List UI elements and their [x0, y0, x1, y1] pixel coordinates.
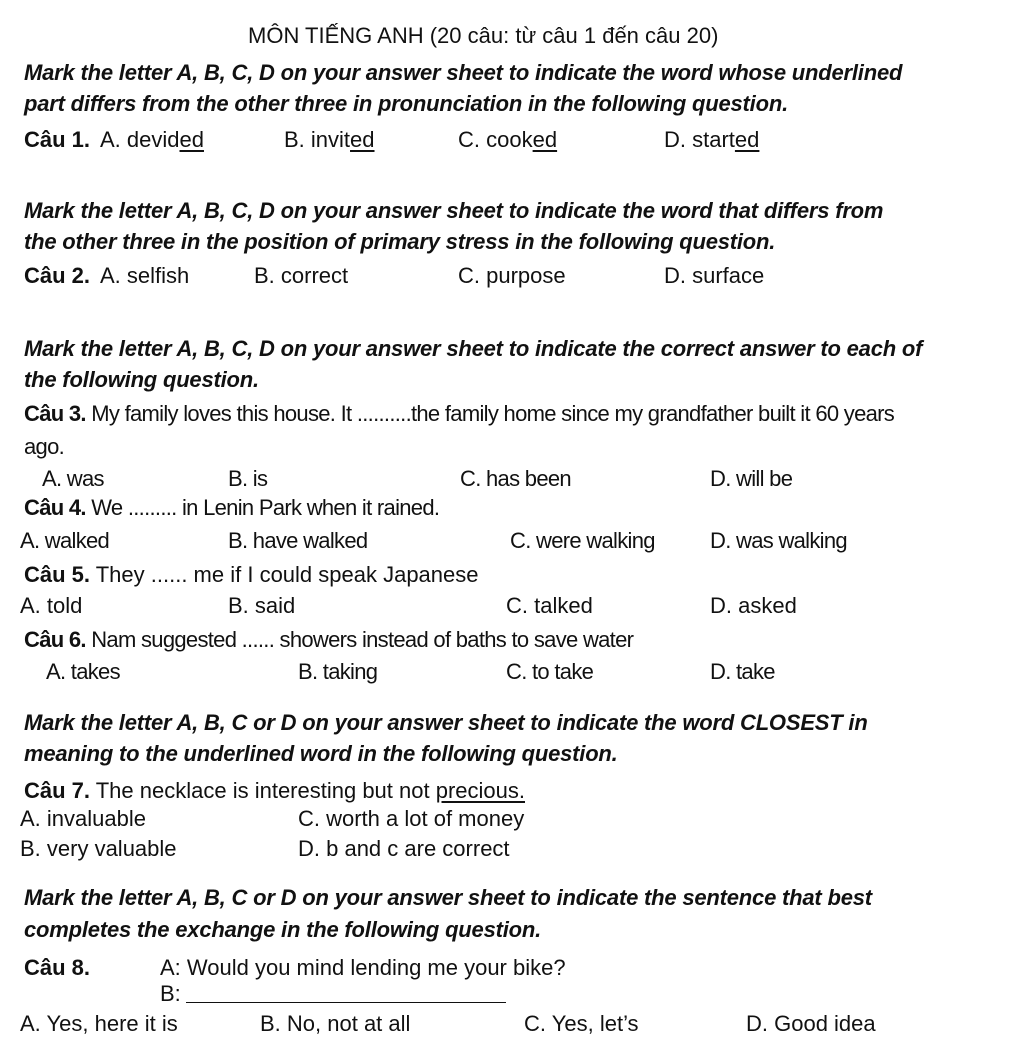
question-5-label: Câu 5.: [24, 562, 91, 587]
question-5-text: They ...... me if I could speak Japanese: [90, 562, 479, 587]
question-3-text-line2: ago.: [24, 434, 65, 459]
option-prefix: B.: [284, 127, 311, 152]
question-8-option-c: C. Yes, let’s: [524, 1011, 639, 1036]
question-4-option-c: C. were walking: [510, 528, 655, 553]
question-1-option-b: [284, 126, 375, 154]
option-prefix: C.: [458, 127, 487, 152]
answer-blank-line: [186, 1002, 506, 1003]
question-4-option-a: A. walked: [20, 528, 110, 553]
question-4-text: We ......... in Lenin Park when it rained.: [85, 495, 440, 520]
question-3-option-d: D. will be: [710, 466, 793, 491]
question-7-option-c: C. worth a lot of money: [298, 806, 525, 831]
question-3: [24, 400, 894, 428]
question-6: [24, 626, 633, 654]
option-stem: cook: [486, 127, 533, 152]
option-stem: start: [692, 127, 735, 152]
question-3-option-c: C. has been: [460, 466, 571, 491]
question-7-label: Câu 7.: [24, 778, 91, 803]
question-3-option-b: B. is: [228, 466, 268, 491]
section-3-instruction-line2: the following question.: [24, 367, 259, 392]
question-5: [24, 561, 479, 589]
question-5-option-d: D. asked: [710, 593, 797, 618]
question-7: [24, 777, 525, 805]
question-1-label: Câu 1.: [24, 127, 91, 152]
question-6-option-c: C. to take: [506, 659, 594, 684]
question-7-option-a: A. invaluable: [20, 806, 146, 831]
section-4-instruction-line1: Mark the letter A, B, C or D on your answer sheet to indicate the word CLOSEST in: [24, 710, 868, 735]
section-1-instruction-line1: Mark the letter A, B, C, D on your answer sheet to indicate the word whose underlined: [24, 60, 903, 85]
question-8-option-a: A. Yes, here it is: [20, 1011, 178, 1036]
question-2-option-c: C. purpose: [458, 263, 566, 288]
question-4: [24, 494, 439, 522]
section-5-instruction-line2: completes the exchange in the following question.: [24, 917, 542, 942]
option-prefix: D.: [664, 127, 693, 152]
underlined-part: ed: [532, 127, 558, 152]
section-5-instruction-line1: Mark the letter A, B, C or D on your answer sheet to indicate the sentence that best: [24, 885, 872, 910]
question-3-option-a: A. was: [42, 466, 104, 491]
section-3-instruction-line1: Mark the letter A, B, C, D on your answer sheet to indicate the correct answer to each of: [24, 336, 923, 361]
section-1-instruction-line2: part differs from the other three in pronunciation in the following question.: [24, 91, 788, 116]
question-4-label: Câu 4.: [24, 495, 86, 520]
question-2-option-d: D. surface: [664, 263, 765, 288]
question-7-option-b: B. very valuable: [20, 836, 177, 861]
question-8-speaker-b: B:: [160, 981, 181, 1006]
question-7-text: The necklace is interesting but not: [90, 778, 436, 803]
option-prefix: A.: [100, 127, 127, 152]
option-stem: invit: [310, 127, 351, 152]
question-1-option-c: [458, 126, 557, 154]
question-5-option-c: C. talked: [506, 593, 593, 618]
question-5-option-b: B. said: [228, 593, 296, 618]
question-8-option-d: D. Good idea: [746, 1011, 876, 1036]
question-3-text: My family loves this house. It ..........the family home since my grandfather built it 60 years: [85, 401, 895, 426]
section-2-instruction-line2: the other three in the position of primary stress in the following question.: [24, 229, 776, 254]
question-8-speaker-a: A: Would you mind lending me your bike?: [160, 955, 566, 980]
question-6-option-a: A. takes: [46, 659, 120, 684]
underlined-word: precious.: [435, 778, 525, 803]
question-7-option-d: D. b and c are correct: [298, 836, 510, 861]
question-1-option-a: [100, 126, 204, 154]
question-5-option-a: A. told: [20, 593, 83, 618]
question-6-text: Nam suggested ...... showers instead of baths to save water: [85, 627, 634, 652]
underlined-part: ed: [179, 127, 204, 152]
question-1: [24, 126, 90, 154]
question-6-option-b: B. taking: [298, 659, 378, 684]
question-1-option-d: [664, 126, 759, 154]
question-8-option-b: B. No, not at all: [260, 1011, 411, 1036]
question-2-label: Câu 2.: [24, 263, 91, 288]
question-6-option-d: D. take: [710, 659, 775, 684]
section-4-instruction-line2: meaning to the underlined word in the following question.: [24, 741, 618, 766]
section-2-instruction-line1: Mark the letter A, B, C, D on your answer sheet to indicate the word that differs from: [24, 198, 884, 223]
question-3-label: Câu 3.: [24, 401, 86, 426]
question-4-option-b: B. have walked: [228, 528, 368, 553]
question-2-option-b: B. correct: [254, 263, 349, 288]
option-stem: devid: [126, 127, 180, 152]
question-8-label: Câu 8.: [24, 955, 91, 980]
question-4-option-d: D. was walking: [710, 528, 847, 553]
question-6-label: Câu 6.: [24, 627, 86, 652]
page-title: MÔN TIẾNG ANH (20 câu: từ câu 1 đến câu 20): [248, 23, 719, 48]
underlined-part: ed: [350, 127, 375, 152]
underlined-part: ed: [734, 127, 760, 152]
question-2-option-a: A. selfish: [100, 263, 190, 288]
